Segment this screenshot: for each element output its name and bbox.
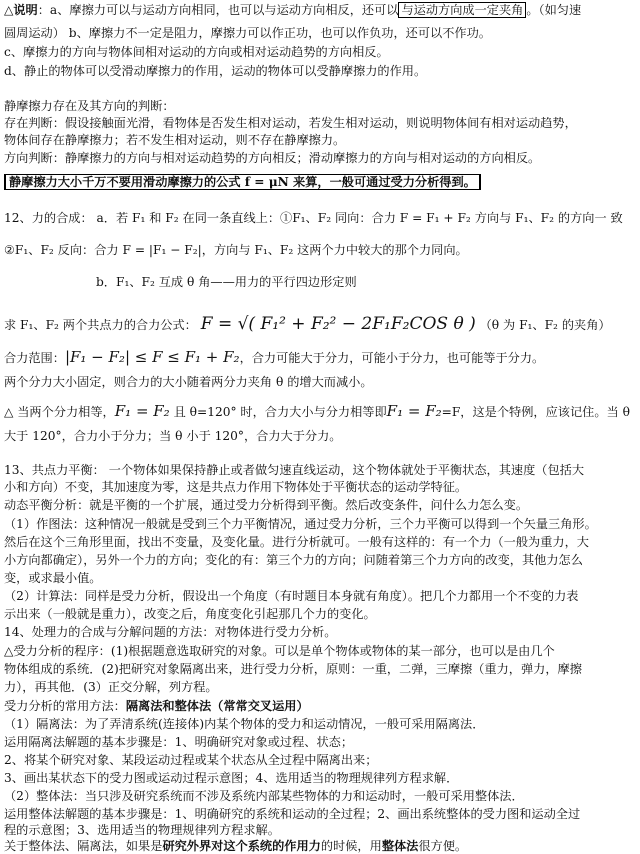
graphical-method-line-2: 然后在这个三角形里面，找出不变量，及变化量。进行分析就可。一般有这样的：有一个力（一般为重力，大 xyxy=(4,535,589,549)
resultant-formula-row xyxy=(4,312,636,337)
isolation-line-1: （1）隔离法：为了弄清系统(连接体)内某个物体的受力和运动情况，一般可采用隔离法． xyxy=(4,717,485,731)
note-line-2: 圆周运动） b、摩擦力不一定是阻力，摩擦力可以作正功，也可以作负功，还可以不作功。 xyxy=(4,26,491,40)
existence-line-1: 存在判断：假设接触面光滑，看物体是否发生相对运动，若发生相对运动，则说明物体间有相对运动趋势， xyxy=(4,116,577,130)
range-formula: |F₁ − F₂| ≤ F ≤ F₁ + F₂ xyxy=(64,348,240,366)
equal-forces-formula: F₁ = F₂ xyxy=(114,402,170,420)
isolation-line-4: 3、画出某状态下的受力图或运动过程示意图；4、选用适当的物理规律列方程求解． xyxy=(4,771,459,785)
direction-line: 方向判断：静摩擦力的方向与相对运动趋势的方向相反；滑动摩擦力的方向与相对运动的方向相反。 xyxy=(4,151,541,165)
summary-line xyxy=(4,838,636,854)
common-methods-line xyxy=(4,698,636,714)
triangle-icon: △ xyxy=(4,405,14,419)
special-case-line-2: 大于 120°，合力小于分力；当 θ 小于 120°，合力大于分力。 xyxy=(4,429,342,443)
existence-line-2: 物体间存在静摩擦力；若不发生相对运动，则不存在静摩擦力。 xyxy=(4,133,346,147)
graphical-method-line-3: 小方向都确定），另外一个力的方向；变化的有：第三个力的方向；问随着第三个力方向的改变，其他力怎么 xyxy=(4,553,583,567)
procedure-line-1 xyxy=(4,643,636,659)
range-text: ，合力可能大于分力，可能小于分力，也可能等于分力。 xyxy=(239,351,545,365)
angle-line: 两个分力大小固定，则合力的大小随着两分力夹角 θ 的增大而减小。 xyxy=(4,375,373,389)
summary-a: 关于整体法、隔离法，如果是 xyxy=(4,839,163,853)
equilibrium-line-1: 13、共点力平衡： 一个物体如果保持静止或者做匀速直线运动，这个物体就处于平衡状态，其速度（包括大 xyxy=(4,463,585,477)
summary-d: 整体法 xyxy=(381,839,419,853)
procedure-line-2: 物体组成的系统．(2)把研究对象隔离出来，进行受力分析，原则：一重，二弹，三摩擦（重力，弹力，摩擦 xyxy=(4,662,582,676)
equilibrium-line-2: 小和方向）不变，其加速度为零，这是共点力作用下物体处于平衡状态的运动学特征。 xyxy=(4,480,468,494)
force-method-line: 14、处理力的合成与分解问题的方法：对物体进行受力分析。 xyxy=(4,625,337,639)
graphical-method-line-4: 变，或求最小值。 xyxy=(4,571,102,585)
boxed-phrase: 与运动方向成一定夹角 xyxy=(398,2,526,18)
static-friction-title: 静摩擦力存在及其方向的判断： xyxy=(4,99,175,113)
whole-line-3: 程的示意图；3、选用适当的物理规律列方程求解。 xyxy=(4,823,280,837)
calc-method-line-1: （2）计算法：同样是受力分析，假设出一个角度（有时题目本身就有角度）。把几个力都用一个不变的力表 xyxy=(4,589,579,603)
triangle-icon: △ xyxy=(4,644,14,658)
summary-b: 研究外界对这个系统的作用力 xyxy=(162,839,321,853)
note-text-post: 。（如匀速 xyxy=(526,3,582,17)
dynamic-equilibrium-line: 动态平衡分析：就是平衡的一个扩展，通过受力分析得到平衡。然后改变条件，问什么力怎么变。 xyxy=(4,498,529,512)
composition-line-2: ②F₁、F₂ 反向：合力 F = |F₁ − F₂|，方向与 F₁、F₂ 这两个力中较大的那个力同向。 xyxy=(4,243,468,257)
common-methods-lead: 受力分析的常用方法： xyxy=(4,699,126,713)
note-line-4: d、静止的物体可以受滑动摩擦力的作用，运动的物体可以受静摩擦力的作用。 xyxy=(4,64,427,78)
composition-line-3: b．F₁、F₂ 互成 θ 角——用力的平行四边形定则 xyxy=(96,275,357,289)
resultant-formula: F = √( F₁² + F₂² − 2F₁F₂COS θ ) xyxy=(200,314,476,334)
range-lead: 合力范围： xyxy=(4,351,65,365)
calc-method-line-2: 示出来（一般就是重力），改变之后，角度变化引起那几个力的变化。 xyxy=(4,607,376,621)
note-line-1 xyxy=(4,2,636,18)
procedure-text-1: 受力分析的程序：(1)根据题意选取研究的对象。可以是单个物体或物体的某一部分，也可以是由几个 xyxy=(13,644,555,658)
note-text-a: ：a、摩擦力可以与运动方向相同，也可以与运动方向相反，还可以 xyxy=(37,3,399,17)
special-case-row xyxy=(4,400,636,423)
special-case-c: =F，这是个特例，应该记住。当 θ xyxy=(441,405,630,419)
graphical-method-line-1: （1）作图法：这种情况一般就是受到三个力平衡情况，通过受力分析，三个力平衡可以得到一个矢量三角形。 xyxy=(4,517,597,531)
procedure-line-3: 力），再其他．(3）正交分解，列方程。 xyxy=(4,680,218,694)
formula-note: （θ 为 F₁、F₂ 的夹角） xyxy=(479,318,611,332)
special-case-a: 当两个分力相等， xyxy=(13,405,115,419)
boxed-note-row xyxy=(4,174,636,190)
whole-line-2: 运用整体法解题的基本步骤是：1、明确研究的系统和运动的全过程；2、画出系统整体的受力图和运动全过 xyxy=(4,807,581,821)
composition-line-1: 12、力的合成： a．若 F₁ 和 F₂ 在同一条直线上：①F₁、F₂ 同向：合力 F = F₁ + F₂ 方向与 F₁、F₂ 的方向一 致 xyxy=(4,211,623,225)
common-methods-bold: 隔离法和整体法（常常交叉运用） xyxy=(125,699,309,713)
isolation-line-2: 运用隔离法解题的基本步骤是：1、明确研究对象或过程、状态； xyxy=(4,735,354,749)
special-case-b: 且 θ=120° 时，合力大小与分力相等即 xyxy=(169,405,387,419)
formula-lead: 求 F₁、F₂ 两个共点力的合力公式： xyxy=(4,318,197,332)
summary-e: 很方便。 xyxy=(418,839,468,853)
summary-c: 的时候，用 xyxy=(320,839,382,853)
isolation-line-3: 2、将某个研究对象、某段运动过程或某个状态从全过程中隔离出来； xyxy=(4,753,378,767)
whole-line-1: （2）整体法：当只涉及研究系统而不涉及系统内部某些物体的力和运动时，一般可采用整体法． xyxy=(4,789,524,803)
triangle-icon: △ xyxy=(4,3,14,17)
range-row xyxy=(4,346,636,369)
note-label: 说明 xyxy=(13,3,38,17)
equal-forces-formula-2: F₁ = F₂ xyxy=(386,402,442,420)
note-line-3: c、摩擦力的方向与物体间相对运动的方向或相对运动趋势的方向相反。 xyxy=(4,45,389,59)
static-friction-note: 静摩擦力大小千万不要用滑动摩擦力的公式 f = μN 来算，一般可通过受力分析得到。 xyxy=(4,174,481,190)
